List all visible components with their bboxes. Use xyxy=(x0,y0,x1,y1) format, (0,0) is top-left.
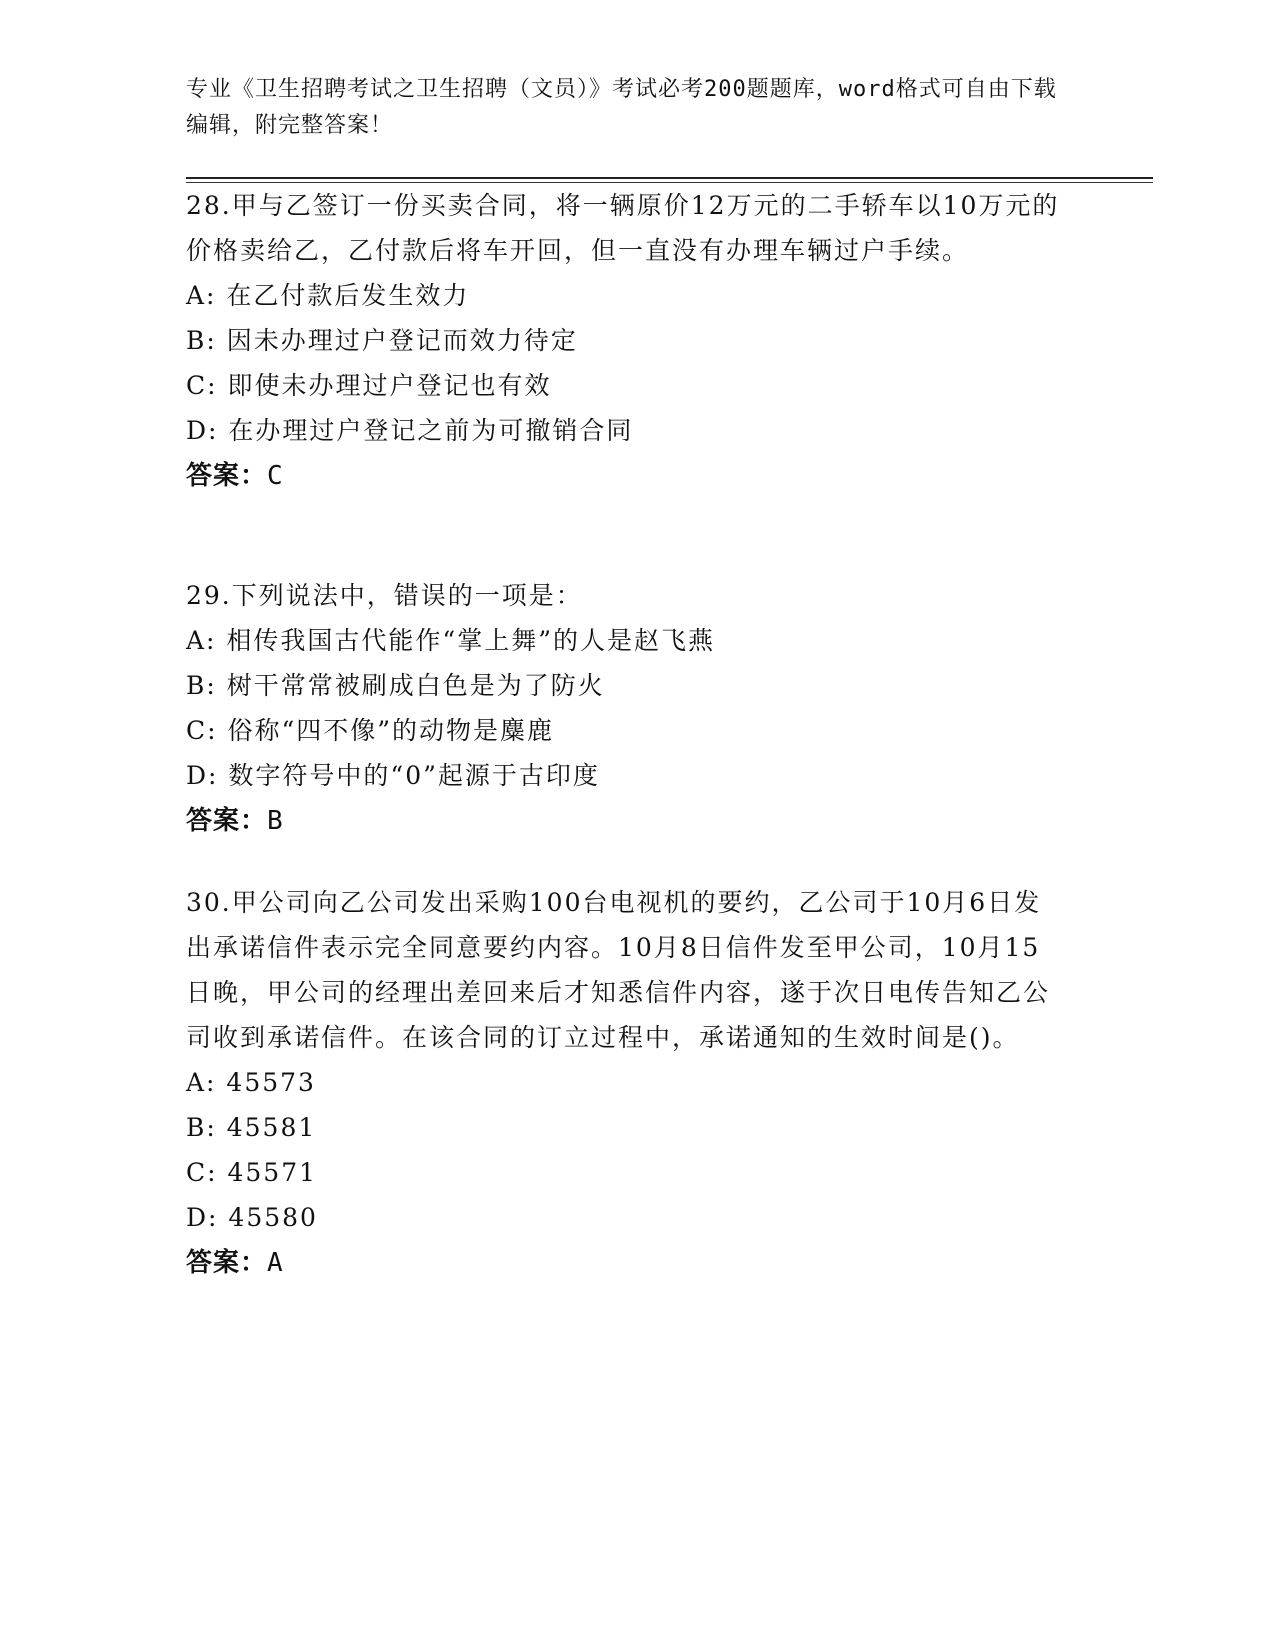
question-stem: 30.甲公司向乙公司发出采购100台电视机的要约，乙公司于10月6日发出承诺信件表示完全同意要约内容。10月8日信件发至甲公司，10月15日晚，甲公司的经理出差回来后才知悉信件内容，遂于次日电传告知乙公司收到承诺信件。在该合同的订立过程中，承诺通知的生效时间是()。 xyxy=(186,888,1051,1052)
option-c: C: 俗称“四不像”的动物是麋鹿 xyxy=(186,716,555,745)
answer-label: 答案： xyxy=(186,806,268,836)
question-stem: 28.甲与乙签订一份买卖合同，将一辆原价12万元的二手轿车以10万元的价格卖给乙，乙付款后将车开回，但一直没有办理车辆过户手续。 xyxy=(186,191,1060,265)
option-c: C: 即使未办理过户登记也有效 xyxy=(186,371,552,400)
option-d: D: 45580 xyxy=(186,1203,318,1232)
option-b: B: 树干常常被刷成白色是为了防火 xyxy=(186,671,605,700)
document-header: 专业《卫生招聘考试之卫生招聘（文员）》考试必考200题题库，word格式可自由下载编辑，附完整答案！ xyxy=(186,77,1057,138)
question-29 xyxy=(186,573,1066,844)
answer-value: A xyxy=(267,1248,284,1278)
option-d: D: 数字符号中的“0”起源于古印度 xyxy=(186,761,600,790)
question-30 xyxy=(186,880,1066,1286)
answer-value: B xyxy=(267,806,284,836)
answer-label: 答案： xyxy=(186,461,268,491)
answer-line xyxy=(186,1240,1066,1286)
option-a: A: 在乙付款后发生效力 xyxy=(186,281,470,310)
option-a: A: 相传我国古代能作“掌上舞”的人是赵飞燕 xyxy=(186,626,715,655)
answer-value: C xyxy=(267,461,284,491)
option-d: D: 在办理过户登记之前为可撤销合同 xyxy=(186,416,634,445)
option-b: B: 45581 xyxy=(186,1113,317,1142)
answer-line xyxy=(186,453,1066,499)
header-divider xyxy=(186,177,1153,179)
question-28 xyxy=(186,183,1066,499)
option-a: A: 45573 xyxy=(186,1068,316,1097)
option-b: B: 因未办理过户登记而效力待定 xyxy=(186,326,578,355)
answer-line xyxy=(186,798,1066,844)
question-stem: 29.下列说法中，错误的一项是： xyxy=(186,581,583,610)
option-c: C: 45571 xyxy=(186,1158,318,1187)
answer-label: 答案： xyxy=(186,1248,268,1278)
